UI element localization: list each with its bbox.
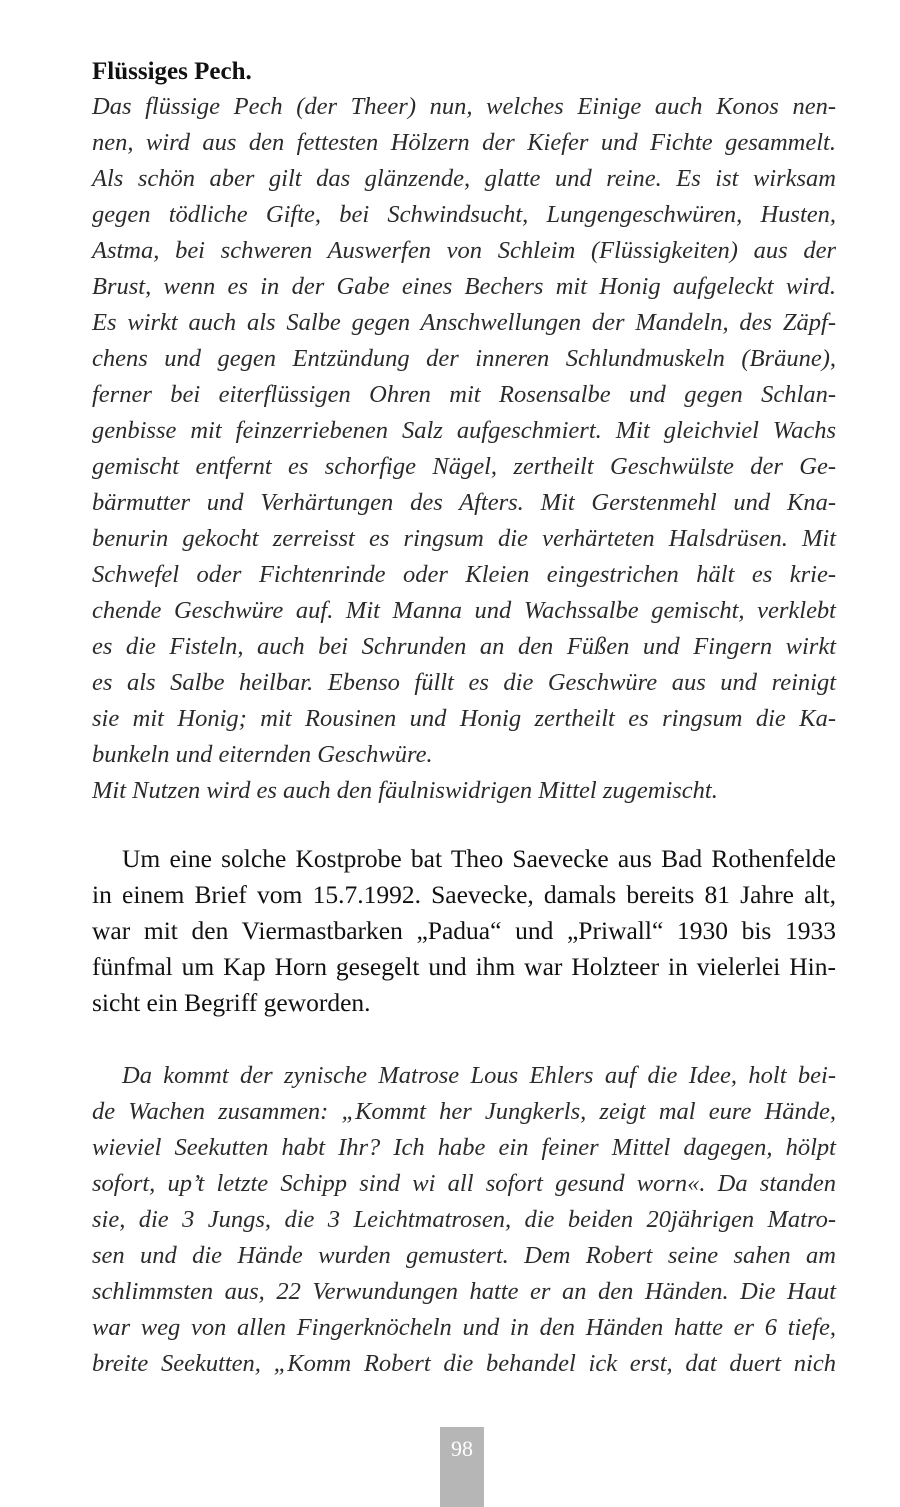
text-line: Als schön aber gilt das glänzende, glatte und reine. Es ist wirksam <box>92 165 836 192</box>
text-line: ferner bei eiterflüssigen Ohren mit Rosensalbe und gegen Schlan- <box>92 381 836 408</box>
text-line: gemischt entfernt es schorfige Nägel, zertheilt Geschwülste der Ge- <box>92 453 836 480</box>
section-heading: Flüssiges Pech. <box>92 58 252 85</box>
text-line: breite Seekutten, „Komm Robert die behandel ick erst, dat duert nich <box>92 1350 836 1377</box>
text-line: chens und gegen Entzündung der inneren Schlundmuskeln (Bräune), <box>92 345 836 372</box>
text-line: sen und die Hände wurden gemustert. Dem Robert seine sahen am <box>92 1242 836 1269</box>
text-line: Es wirkt auch als Salbe gegen Anschwellungen der Mandeln, des Zäpf- <box>92 309 836 336</box>
text-line: es die Fisteln, auch bei Schrunden an den Füßen und Fingern wirkt <box>92 633 836 660</box>
text-line: Da kommt der zynische Matrose Lous Ehlers auf die Idee, holt bei- <box>122 1062 836 1089</box>
text-line: sofort, up’t letzte Schipp sind wi all sofort gesund worn«. Da standen <box>92 1170 836 1197</box>
text-line: gegen tödliche Gifte, bei Schwindsucht, Lungengeschwüren, Husten, <box>92 201 836 228</box>
text-line: Mit Nutzen wird es auch den fäulniswidrigen Mittel zugemischt. <box>92 777 718 804</box>
text-line: sicht ein Begriff geworden. <box>92 988 371 1017</box>
text-line: bärmutter und Verhärtungen des Afters. Mit Gerstenmehl und Kna- <box>92 489 836 516</box>
text-line: Schwefel oder Fichtenrinde oder Kleien eingestrichen hält es krie- <box>92 561 836 588</box>
text-line: Um eine solche Kostprobe bat Theo Saevecke aus Bad Rothenfelde <box>122 844 836 873</box>
text-line: war weg von allen Fingerknöcheln und in den Händen hatte er 6 tiefe, <box>92 1314 836 1341</box>
text-line: nen, wird aus den fettesten Hölzern der Kiefer und Fichte gesammelt. <box>92 129 836 156</box>
text-line: fünfmal um Kap Horn gesegelt und ihm war Holzteer in vielerlei Hin- <box>92 952 836 981</box>
text-line: wieviel Seekutten habt Ihr? Ich habe ein feiner Mittel dagegen, hölpt <box>92 1134 836 1161</box>
text-line: benurin gekocht zerreisst es ringsum die verhärteten Halsdrüsen. Mit <box>92 525 836 552</box>
text-line: Das flüssige Pech (der Theer) nun, welches Einige auch Konos nen- <box>92 93 836 120</box>
text-line: de Wachen zusammen: „Kommt her Jungkerls, zeigt mal eure Hände, <box>92 1098 836 1125</box>
text-line: schlimmsten aus, 22 Verwundungen hatte er an den Händen. Die Haut <box>92 1278 836 1305</box>
text-line: sie mit Honig; mit Rousinen und Honig zertheilt es ringsum die Ka- <box>92 705 836 732</box>
text-line: in einem Brief vom 15.7.1992. Saevecke, damals bereits 81 Jahre alt, <box>92 880 836 909</box>
text-line: Brust, wenn es in der Gabe eines Bechers mit Honig aufgeleckt wird. <box>92 273 836 300</box>
text-line: war mit den Viermastbarken „Padua“ und „Priwall“ 1930 bis 1933 <box>92 916 836 945</box>
text-line: sie, die 3 Jungs, die 3 Leichtmatrosen, die beiden 20jährigen Matro- <box>92 1206 836 1233</box>
text-line: bunkeln und eiternden Geschwüre. <box>92 741 433 768</box>
text-line: es als Salbe heilbar. Ebenso füllt es die Geschwüre aus und reinigt <box>92 669 836 696</box>
text-line: Astma, bei schweren Auswerfen von Schleim (Flüssigkeiten) aus der <box>92 237 836 264</box>
text-line: chende Geschwüre auf. Mit Manna und Wachssalbe gemischt, verklebt <box>92 597 836 624</box>
page-number: 98 <box>440 1427 484 1507</box>
text-line: genbisse mit feinzerriebenen Salz aufgeschmiert. Mit gleichviel Wachs <box>92 417 836 444</box>
